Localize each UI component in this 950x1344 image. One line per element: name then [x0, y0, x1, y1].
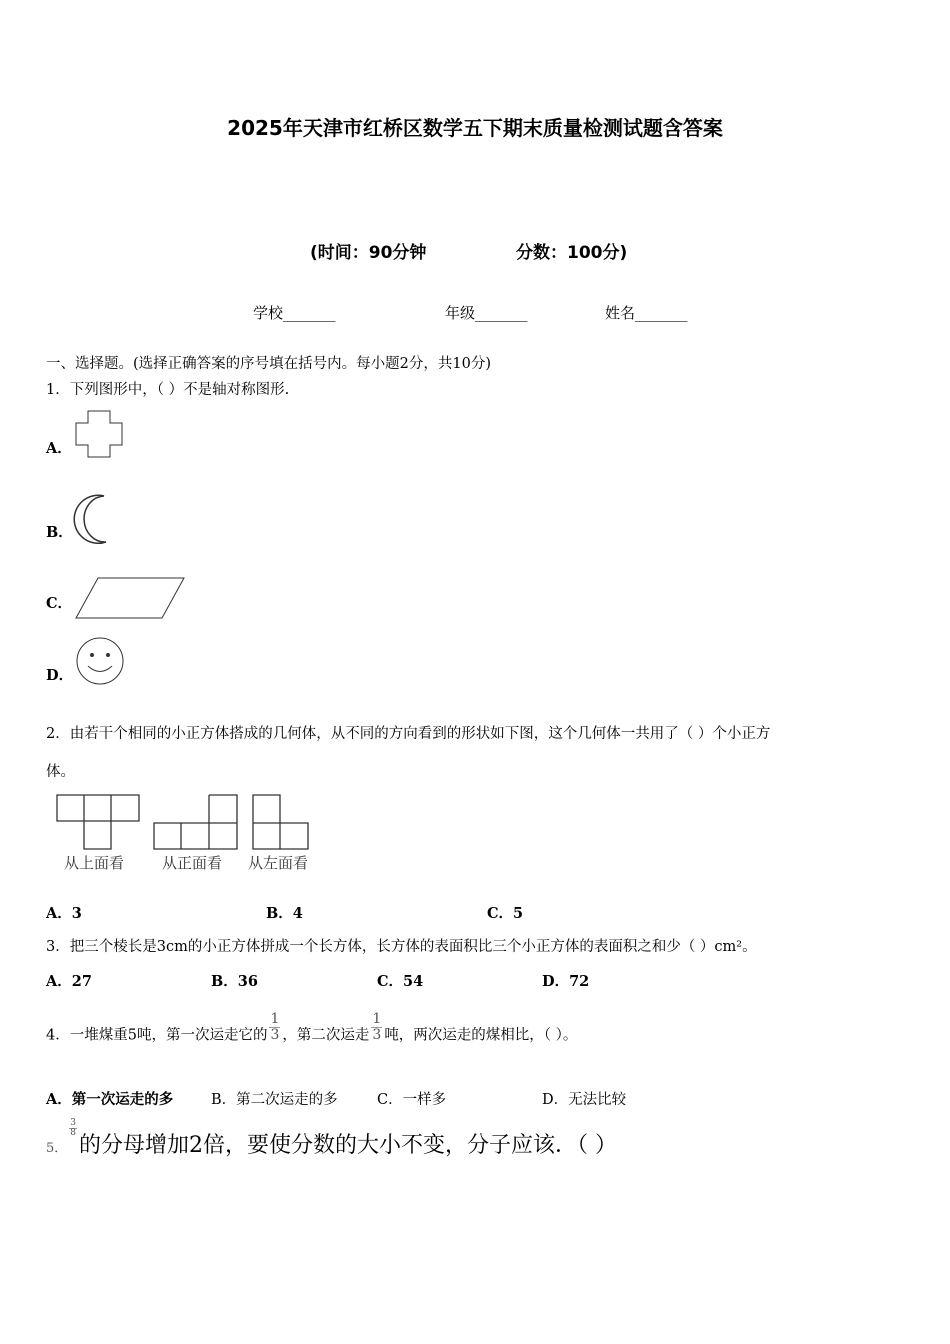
q3-option-c[interactable]: C．54 [377, 973, 424, 990]
q4-option-d[interactable] [542, 1088, 626, 1109]
q5-number: 5． [46, 1141, 68, 1156]
q4-number: 4． [46, 1027, 70, 1044]
q4-text-part3: 吨，两次运走的煤相比，（ ）。 [384, 1027, 578, 1044]
school-field[interactable]: 学校_______ [253, 304, 336, 322]
page-title: 2025年天津市红桥区数学五下期末质量检测试题含答案 [227, 116, 723, 140]
q5-body: 的分母增加2倍，要使分数的大小不变，分子应该．（ ） [79, 1133, 618, 1158]
q4-text [46, 1011, 578, 1051]
cross-shape-icon [76, 411, 126, 459]
section-heading: 一、选择题。(选择正确答案的序号填在括号内。每小题2分，共10分) [46, 356, 491, 372]
q1-option-d[interactable]: D． [46, 667, 74, 684]
view-label-left: 从左面看 [248, 854, 309, 872]
numerator: 1 [270, 1011, 280, 1027]
q2-text-cont: 体。 [46, 764, 75, 780]
q3-option-d[interactable]: D．72 [542, 973, 590, 990]
q1-option-c[interactable]: C． [46, 595, 73, 612]
option-label: C．一样多 [377, 1092, 447, 1108]
q2-option-a[interactable]: A．3 [46, 905, 82, 922]
q5-text [46, 1117, 618, 1159]
denominator: 3 [270, 1027, 280, 1043]
q2-text: 由若干个相同的小正方体搭成的几何体，从不同的方向看到的形状如下图，这个几何体一共用了（ ）个小正方 [69, 726, 771, 742]
fraction [371, 1012, 382, 1043]
option-label: A．第一次运走的多 [46, 1091, 174, 1108]
q4-text-part1: 一堆煤重5吨，第一次运走它的 [69, 1027, 268, 1044]
q4-option-a[interactable] [46, 1088, 173, 1109]
q3-option-a[interactable]: A．27 [46, 973, 92, 990]
name-field[interactable]: 姓名_______ [605, 304, 688, 322]
q1-option-b[interactable]: B． [46, 524, 73, 541]
q2-number: 2． [46, 726, 70, 742]
denominator: 8 [70, 1127, 77, 1138]
fraction [269, 1012, 280, 1043]
q4-option-c[interactable] [377, 1088, 446, 1109]
numerator: 1 [372, 1011, 382, 1027]
option-label: D．无法比较 [542, 1092, 627, 1108]
q2-option-b[interactable]: B．4 [266, 905, 303, 922]
parallelogram-icon [76, 576, 188, 620]
smiley-face-icon [76, 637, 126, 687]
exam-time: (时间：90分钟 [310, 243, 427, 263]
denominator: 3 [372, 1027, 382, 1043]
three-views-figure [55, 793, 315, 853]
q4-option-b[interactable] [211, 1088, 338, 1109]
q3-option-b[interactable]: B．36 [211, 973, 258, 990]
q4-text-part2: ，第二次运走 [282, 1027, 370, 1044]
q1-number: 1． [46, 382, 70, 398]
option-label: B．第二次运走的多 [211, 1092, 338, 1108]
view-label-top: 从上面看 [64, 854, 125, 872]
q2-option-c[interactable]: C．5 [487, 905, 524, 922]
numerator: 3 [70, 1117, 77, 1128]
q1-option-a[interactable]: A． [46, 440, 72, 457]
q1-text: 下列图形中，（ ）不是轴对称图形. [69, 382, 290, 398]
view-label-front: 从正面看 [162, 854, 223, 872]
q3-text: 把三个棱长是3cm的小正方体拼成一个长方体，长方体的表面积比三个小正方体的表面积之和少（ ）cm²。 [69, 939, 757, 955]
exam-score: 分数：100分) [516, 243, 628, 263]
crescent-moon-icon [76, 494, 110, 544]
grade-field[interactable]: 年级_______ [445, 304, 528, 322]
fraction [69, 1119, 77, 1138]
q3-number: 3． [46, 939, 70, 955]
